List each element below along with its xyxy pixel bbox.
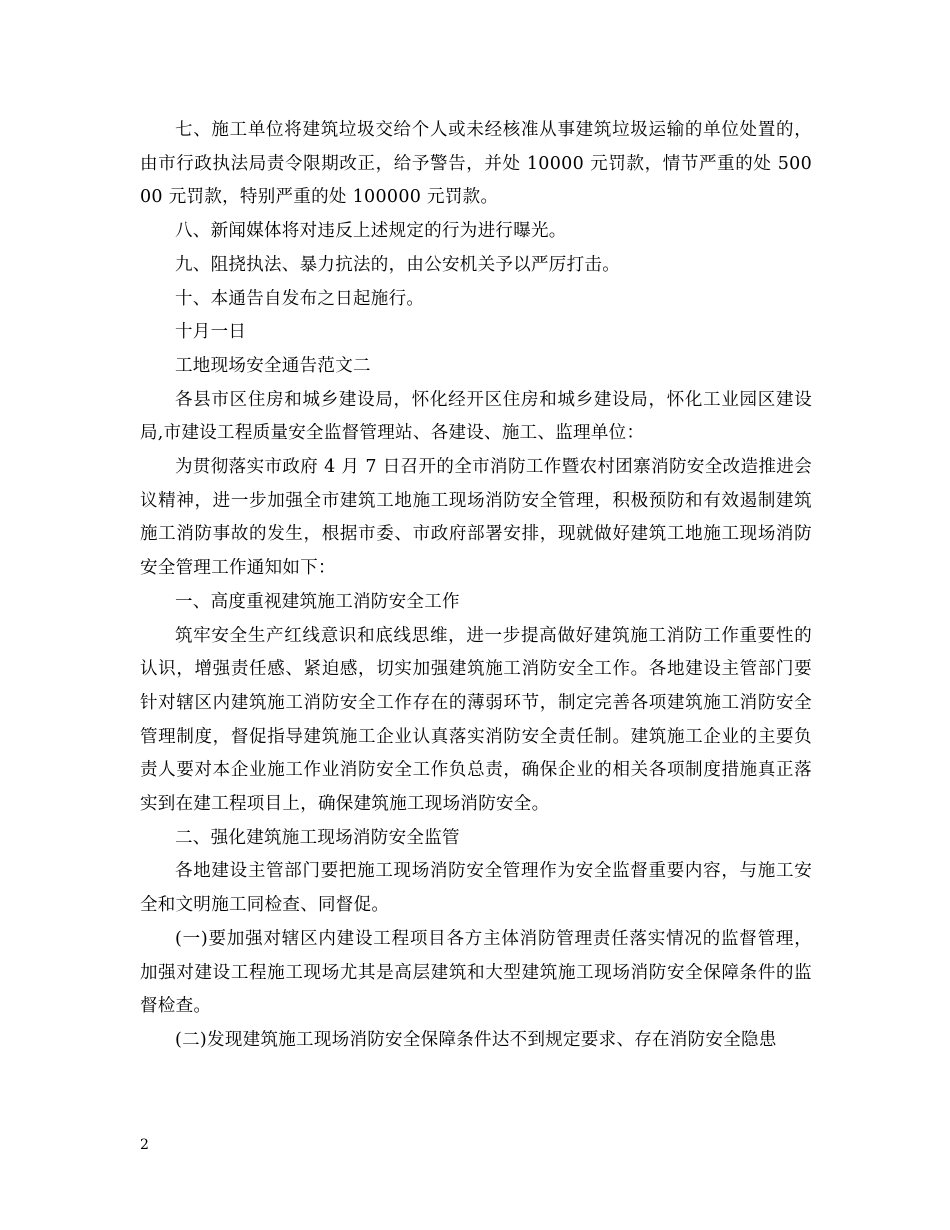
addressee-line: 各县市区住房和城乡建设局，怀化经开区住房和城乡建设局，怀化工业园区建设局,市建设工程质量安全监督管理站、各建设、施工、监理单位： (140, 389, 812, 444)
heading-one: 一、高度重视建筑施工消防安全工作 (175, 591, 460, 612)
heading-two: 二、强化建筑施工现场消防安全监管 (175, 827, 460, 848)
paragraph-item-10: 十、本通告自发布之日起施行。 (175, 288, 425, 309)
date-line: 十月一日 (175, 322, 247, 343)
paragraph-supervision: 各地建设主管部门要把施工现场消防安全管理作为安全监督重要内容，与施工安全和文明施工同检查、同督促。 (140, 861, 812, 916)
paragraph-item-8: 八、新闻媒体将对违反上述规定的行为进行曝光。 (175, 221, 567, 242)
document-body (140, 114, 812, 1058)
section-title: 工地现场安全通告范文二 (175, 355, 371, 376)
paragraph-responsibility: 筑牢安全生产红线意识和底线思维，进一步提高做好建筑施工消防工作重要性的认识，增强责任感、紧迫感，切实加强建筑施工消防安全工作。各地建设主管部门要针对辖区内建筑施工消防安全工作存在的薄弱环节，制定完善各项建筑施工消防安全管理制度，督促指导建筑施工企业认真落实消防安全责任制。建筑施工企业的主要负责人要对本企业施工作业消防安全工作负总责，确保企业的相关各项制度措施真正落实到在建工程项目上，确保建筑施工现场消防安全。 (140, 625, 812, 815)
page-number: 2 (140, 1137, 149, 1153)
paragraph-penalty-item-7: 七、施工单位将建筑垃圾交给个人或未经核准从事建筑垃圾运输的单位处置的，由市行政执法局责令限期改正，给予警告，并处 10000 元罚款，情节严重的处 50000 元罚款，特别严重的处 100000 元罚款。 (140, 120, 812, 208)
paragraph-sub-item-1: (一)要加强对辖区内建设工程项目各方主体消防管理责任落实情况的监督管理，加强对建设工程施工现场尤其是高层建筑和大型建筑施工现场消防安全保障条件的监督检查。 (140, 928, 812, 1017)
paragraph-item-9: 九、阻挠执法、暴力抗法的，由公安机关予以严厉打击。 (175, 254, 620, 275)
paragraph-sub-item-2: (二)发现建筑施工现场消防安全保障条件达不到规定要求、存在消防安全隐患 (175, 1029, 777, 1050)
paragraph-intro: 为贯彻落实市政府 4 月 7 日召开的全市消防工作暨农村团寨消防安全改造推进会议精神，进一步加强全市建筑工地施工现场消防安全管理，积极预防和有效遏制建筑施工消防事故的发生，根据市委、市政府部署安排，现就做好建筑工地施工现场消防安全管理工作通知如下： (140, 457, 812, 579)
